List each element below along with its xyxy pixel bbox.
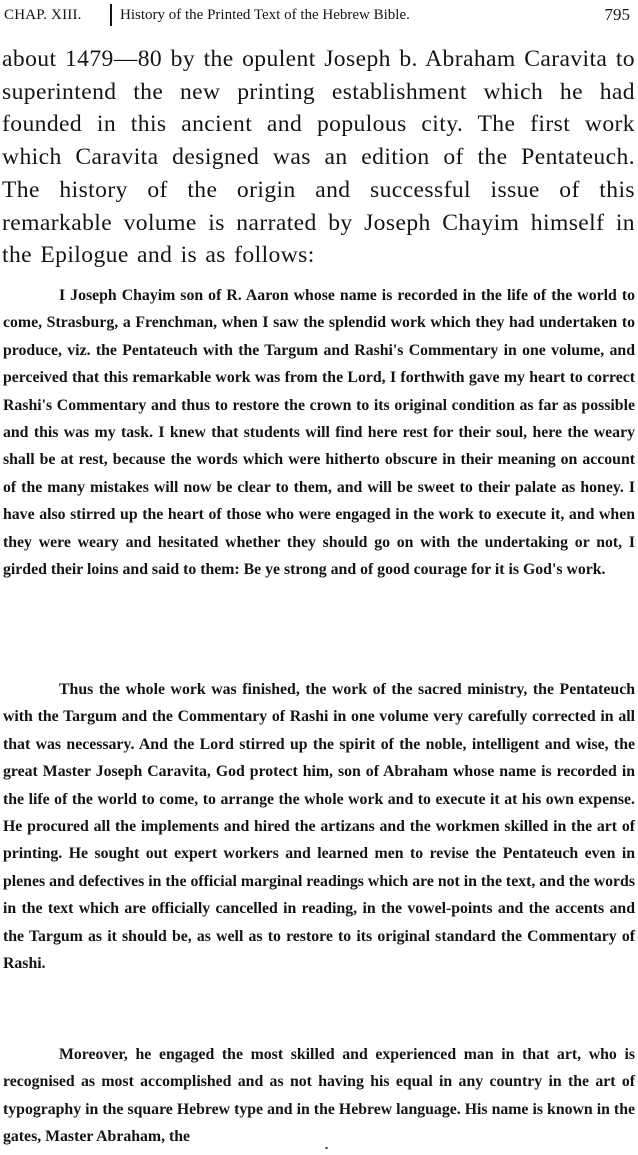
- chapter-label: CHAP. XIII.: [4, 7, 82, 23]
- quote-paragraph-1: I Joseph Chayim son of R. Aaron whose name is recorded in the life of the world to come, Strasburg, a Frenchman, when I saw the splendid work which they had undertaken to produce, viz. the Pentateuch with the Targum and Rashi's Commentary in one volume, and perceived that this remarkable work was from the Lord, I forthwith gave my heart to correct Rashi's Commentary and thus to restore the crown to its original condition as far as possible and this was my task. I knew that students will find here rest for their soul, here the weary shall be at rest, because the words which were hitherto obscure in their meaning on account of the many mistakes will now be clear to them, and will be sweet to their palate as honey. I have also stirred up the heart of those who were engaged in the work to execute it, and when they were weary and hesitated whether they should go on with the undertaking or not, I girded their loins and said to them: Be ye strong and of good courage for it is God's work.: [3, 287, 635, 579]
- running-header: [4, 2, 634, 28]
- quote-paragraph-3: Moreover, he engaged the most skilled and experienced man in that art, who is recognised as most accomplished and as not having his equal in any country in the art of typography in the square Hebrew type and in the Hebrew language. His name is known in the gates, Master Abraham, the: [3, 1046, 635, 1146]
- quoted-epilogue-block-2: [3, 676, 635, 977]
- page-number: 795: [604, 5, 630, 24]
- quote-paragraph-2: Thus the whole work was finished, the work of the sacred ministry, the Pentateuch with the Targum and the Commentary of Rashi in one volume very carefully corrected in all that was necessary. And the Lord stirred up the spirit of the noble, intelligent and wise, the great Master Joseph Caravita, God protect him, son of Abraham whose name is recorded in the life of the world to come, to arrange the whole work and to execute it at his own expense. He procured all the implements and hired the artizans and the workmen skilled in the art of printing. He sought out expert workers and learned men to revise the Pentateuch even in plenes and defectives in the official marginal readings which are not in the text, and the words in the text which are officially cancelled in reading, in the vowel-points and the accents and the Targum as it should be, as well as to restore to its original standard the Commentary of Rashi.: [3, 681, 635, 973]
- page-bottom-mark: [325, 1147, 328, 1149]
- quoted-epilogue-block-3: [3, 1041, 635, 1151]
- header-bracket-rule: [110, 4, 112, 26]
- main-text-block: [2, 43, 635, 272]
- running-title: History of the Printed Text of the Hebrew Bible.: [120, 7, 410, 23]
- quoted-epilogue-block-1: [3, 282, 635, 583]
- intro-paragraph: about 1479—80 by the opulent Joseph b. Abraham Caravita to superintend the new printing establishment which he had founded in this ancient and populous city. The first work which Caravita designed was an edition of the Pentateuch. The history of the origin and successful issue of this remarkable volume is narrated by Joseph Chayim himself in the Epilogue and is as follows:: [2, 46, 635, 269]
